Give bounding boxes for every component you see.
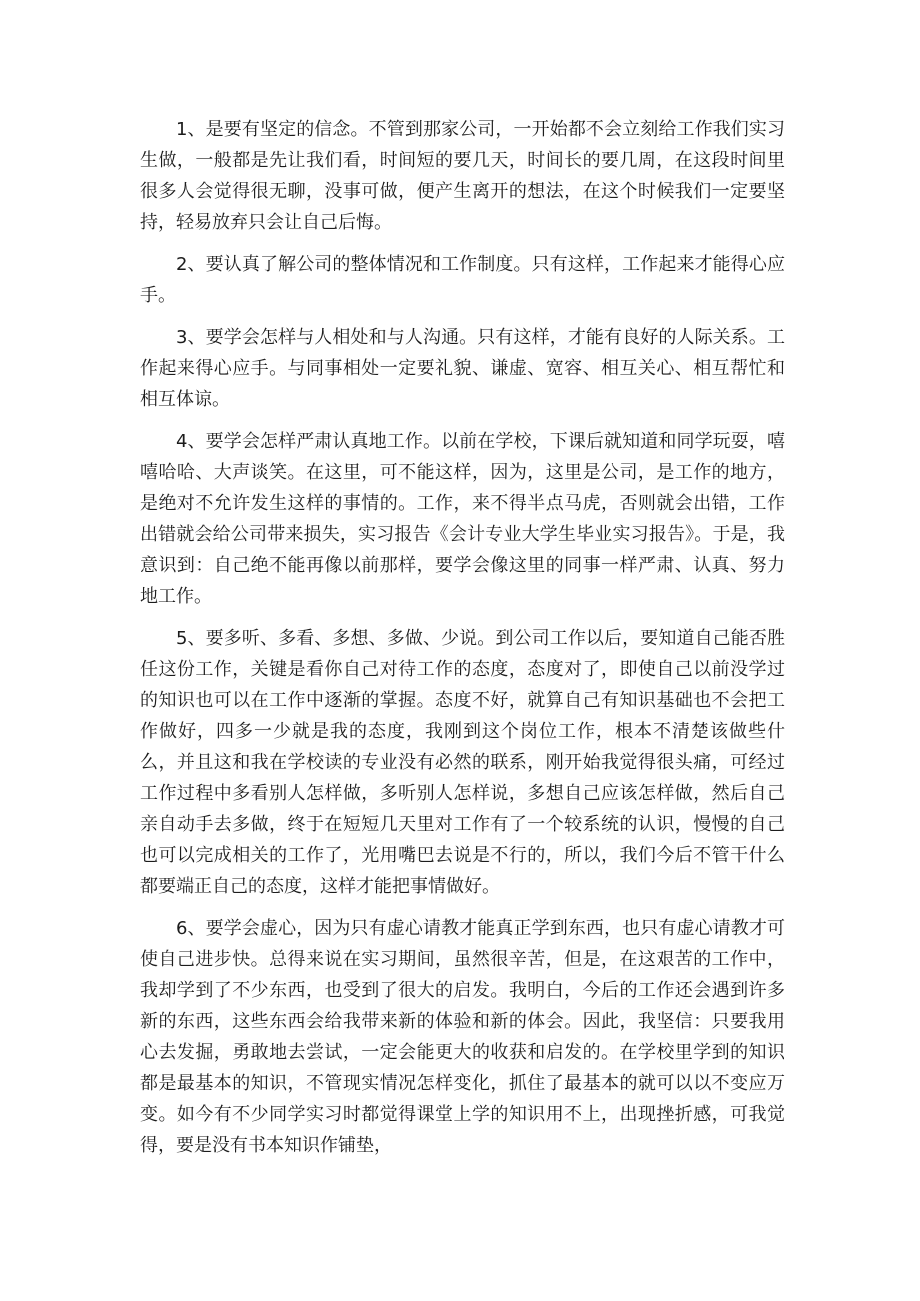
paragraph-5: 5、要多听、多看、多想、多做、少说。到公司工作以后，要知道自己能否胜任这份工作，关键是看你自己对待工作的态度，态度对了，即使自己以前没学过的知识也可以在工作中逐渐的掌握。态度不好，就算自己有知识基础也不会把工作做好，四多一少就是我的态度，我刚到这个岗位工作，根本不清楚该做些什么，并且这和我在学校读的专业没有必然的联系，刚开始我觉得很头痛，可经过工作过程中多看别人怎样做，多听别人怎样说，多想自己应该怎样做，然后自己亲自动手去多做，终于在短短几天里对工作有了一个较系统的认识，慢慢的自己也可以完成相关的工作了，光用嘴巴去说是不行的，所以，我们今后不管干什么都要端正自己的态度，这样才能把事情做好。 [140, 628, 785, 897]
paragraph-1: 1、是要有坚定的信念。不管到那家公司，一开始都不会立刻给工作我们实习生做，一般都是先让我们看，时间短的要几天，时间长的要几周，在这段时间里很多人会觉得很无聊，没事可做，便产生离开的想法，在这个时候我们一定要坚持，轻易放弃只会让自己后悔。 [140, 119, 785, 233]
paragraph-3: 3、要学会怎样与人相处和与人沟通。只有这样，才能有良好的人际关系。工作起来得心应手。与同事相处一定要礼貌、谦虚、宽容、相互关心、相互帮忙和相互体谅。 [140, 327, 785, 410]
paragraph-2: 2、要认真了解公司的整体情况和工作制度。只有这样，工作起来才能得心应手。 [140, 254, 785, 306]
paragraph-4: 4、要学会怎样严肃认真地工作。以前在学校，下课后就知道和同学玩耍，嘻嘻哈哈、大声谈笑。在这里，可不能这样，因为，这里是公司，是工作的地方，是绝对不允许发生这样的事情的。工作，来不得半点马虎，否则就会出错，工作出错就会给公司带来损失，实习报告《会计专业大学生毕业实习报告》。于是，我意识到：自己绝不能再像以前那样，要学会像这里的同事一样严肃、认真、努力地工作。 [140, 431, 785, 607]
document-body [140, 114, 785, 1172]
paragraph-6: 6、要学会虚心，因为只有虚心请教才能真正学到东西，也只有虚心请教才可使自己进步快。总得来说在实习期间，虽然很辛苦，但是，在这艰苦的工作中，我却学到了不少东西，也受到了很大的启发。我明白，今后的工作还会遇到许多新的东西，这些东西会给我带来新的体验和新的体会。因此，我坚信：只要我用心去发掘，勇敢地去尝试，一定会能更大的收获和启发的。在学校里学到的知识都是最基本的知识，不管现实情况怎样变化，抓住了最基本的就可以以不变应万变。如今有不少同学实习时都觉得课堂上学的知识用不上，出现挫折感，可我觉得，要是没有书本知识作铺垫， [140, 918, 785, 1156]
